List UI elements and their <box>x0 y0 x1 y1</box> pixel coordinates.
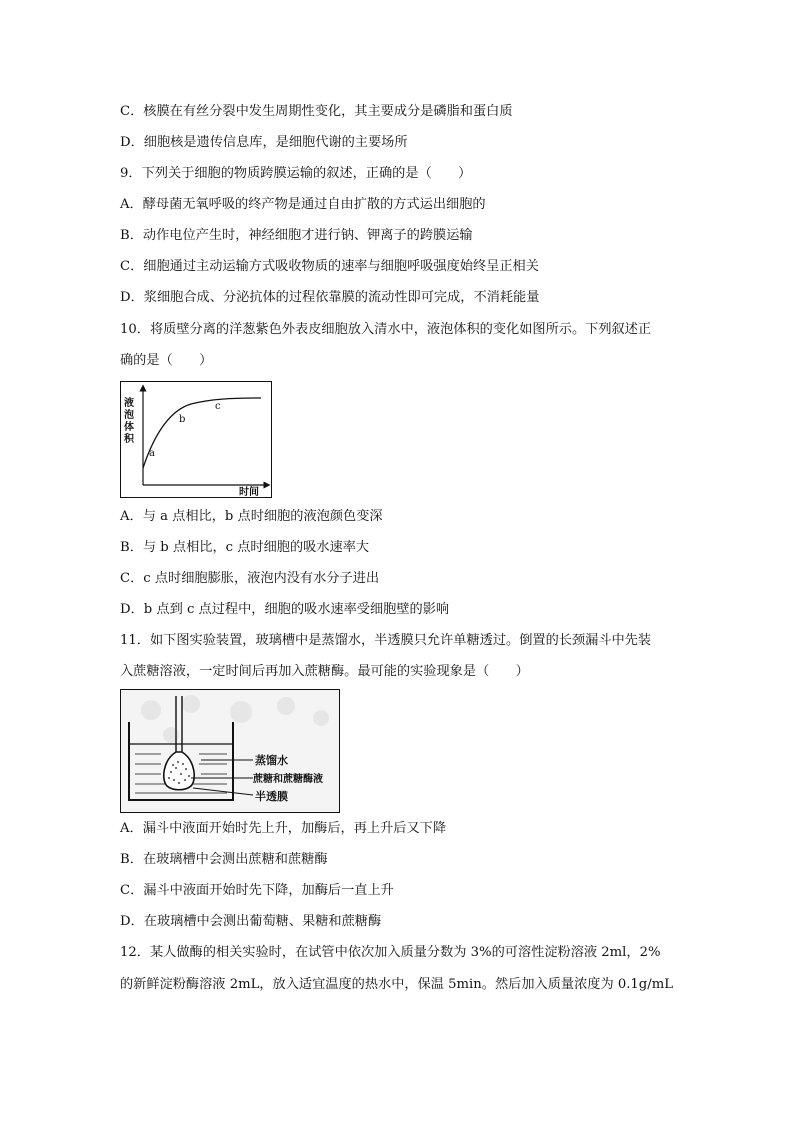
option-10c: C．c 点时细胞膨胀，液泡内没有水分子进出 <box>120 571 380 586</box>
option-10b: B．与 b 点相比，c 点时细胞的吸水速率大 <box>120 540 370 555</box>
question-12-line2: 的新鲜淀粉酶溶液 2mL，放入适宜温度的热水中，保温 5min。然后加入质量浓度为 0.1g/mL <box>120 977 673 992</box>
label-membrane: 半透膜 <box>255 790 288 803</box>
option-9d: D．浆细胞合成、分泌抗体的过程依靠膜的流动性即可完成，不消耗能量 <box>120 290 540 305</box>
option-8c: C．核膜在有丝分裂中发生周期性变化，其主要成分是磷脂和蛋白质 <box>120 104 513 119</box>
label-sucrose-enzyme: 蔗糖和蔗糖酶液 <box>253 774 323 785</box>
volume-curve <box>143 398 261 468</box>
option-11d: D．在玻璃槽中会测出葡萄糖、果糖和蔗糖酶 <box>120 914 382 929</box>
question-9: 9．下列关于细胞的物质跨膜运输的叙述，正确的是（ ） <box>120 166 472 181</box>
point-b-label: b <box>179 414 186 425</box>
option-8d: D．细胞核是遗传信息库，是细胞代谢的主要场所 <box>120 135 408 150</box>
question-11-line2: 入蔗糖溶液，一定时间后再加入蔗糖酶。最可能的实验现象是（ ） <box>120 664 529 679</box>
option-9a: A．酵母菌无氧呼吸的终产物是通过自由扩散的方式运出细胞的 <box>120 197 486 212</box>
question-10-line1: 10．将质壁分离的洋葱紫色外表皮细胞放入清水中，液泡体积的变化如图所示。下列叙述正 <box>120 322 652 337</box>
question-12-line1: 12．某人做酶的相关实验时，在试管中依次加入质量分数为 3%的可溶性淀粉溶液 2ml，2% <box>120 945 661 960</box>
option-9c: C．细胞通过主动运输方式吸收物质的速率与细胞呼吸强度始终呈正相关 <box>120 259 539 274</box>
point-a-label: a <box>149 448 155 459</box>
option-10d: D．b 点到 c 点过程中，细胞的吸水速率受细胞壁的影响 <box>120 602 450 617</box>
option-11c: C．漏斗中液面开始时先下降，加酶后一直上升 <box>120 883 394 898</box>
question-11-line1: 11．如下图实验装置，玻璃槽中是蒸馏水，半透膜只允许单糖透过。倒置的长颈漏斗中先装 <box>120 633 652 648</box>
y-axis-label: 液泡体积 <box>124 398 134 445</box>
label-distilled-water: 蒸馏水 <box>255 754 288 767</box>
option-9b: B．动作电位产生时，神经细胞才进行钠、钾离子的跨膜运输 <box>120 228 473 243</box>
x-axis-label: 时间 <box>239 487 259 497</box>
question-10-line2: 确的是（ ） <box>120 353 213 368</box>
option-11a: A．漏斗中液面开始时先上升，加酶后，再上升后又下降 <box>120 821 447 836</box>
point-c-label: c <box>215 401 221 412</box>
option-10a: A．与 a 点相比，b 点时细胞的液泡颜色变深 <box>120 509 383 524</box>
option-11b: B．在玻璃槽中会测出蔗糖和蔗糖酶 <box>120 852 328 867</box>
osmosis-apparatus-figure <box>120 689 340 813</box>
vacuole-volume-figure <box>120 381 272 498</box>
